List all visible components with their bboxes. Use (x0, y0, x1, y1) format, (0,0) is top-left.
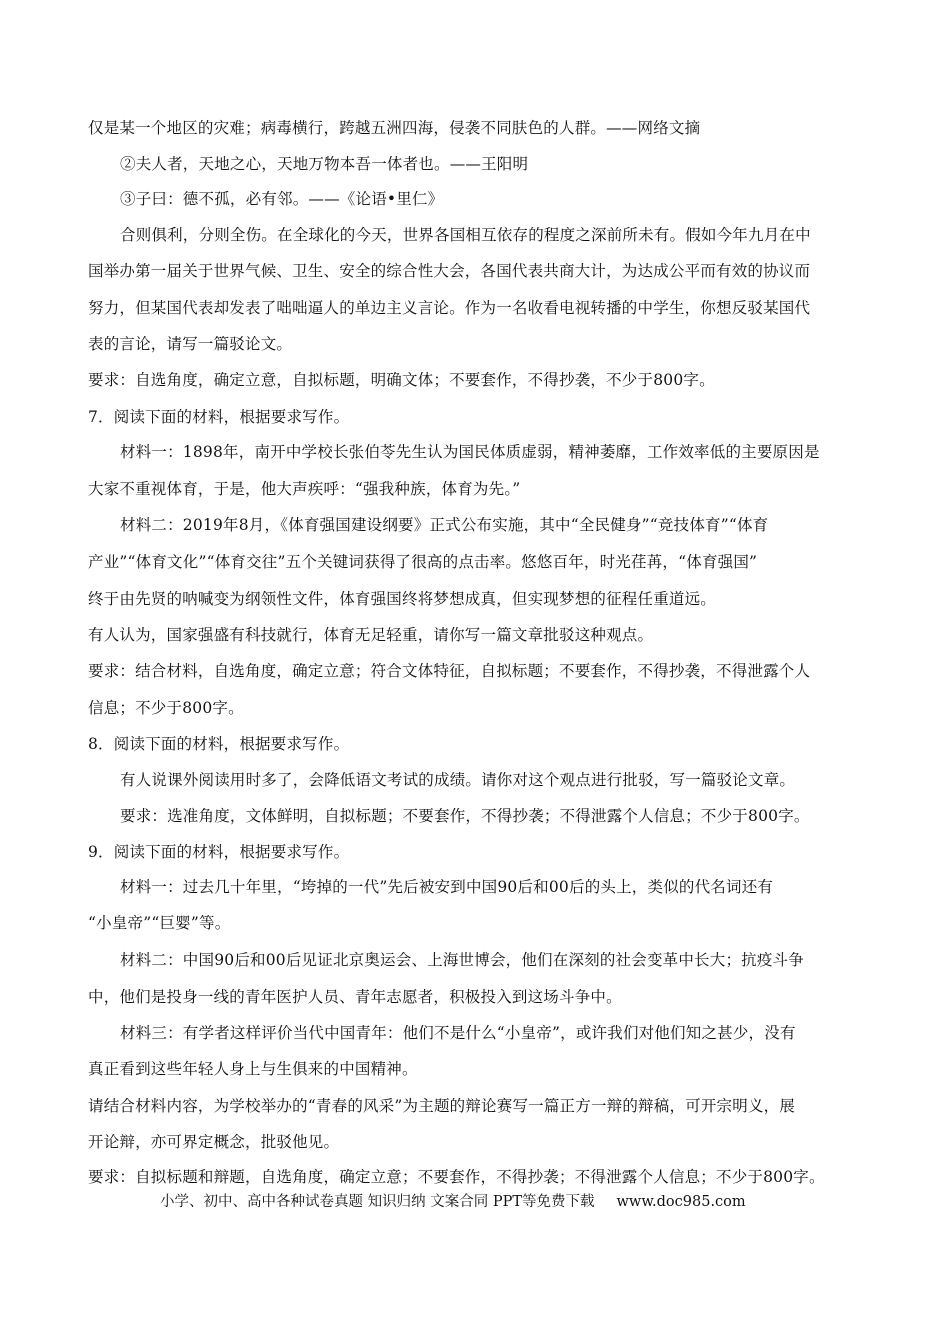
text-line: 表的言论，请写一篇驳论文。 (88, 335, 293, 353)
prompt-line: 开论辩，亦可界定概念，批驳他见。 (88, 1133, 340, 1151)
material-line: “小皇帝”“巨婴”等。 (88, 914, 231, 932)
requirement-line: 要求：自选角度，确定立意，自拟标题，明确文体；不要套作，不得抄袭，不少于800字。 (88, 371, 715, 389)
text-line: 合则俱利，分则全伤。在全球化的今天，世界各国相互依存的程度之深前所未有。假如今年九月在中 (120, 226, 811, 244)
prompt-line: 请结合材料内容，为学校举办的“青春的风采”为主题的辩论赛写一篇正方一辩的辩稿，可开宗明义，展 (88, 1097, 796, 1115)
material-line: 终于由先贤的呐喊变为纲领性文件，体育强国终将梦想成真，但实现梦想的征程任重道远。 (88, 590, 717, 608)
footer-text: 小学、初中、高中各种试卷真题 知识归纳 文案合同 PPT等免费下载 (160, 1194, 595, 1210)
text-line: 努力，但某国代表却发表了咄咄逼人的单边主义言论。作为一名收看电视转播的中学生，你想反驳某国代 (88, 299, 811, 317)
prompt-line: 有人说课外阅读用时多了，会降低语文考试的成绩。请你对这个观点进行批驳，写一篇驳论文章。 (120, 771, 796, 789)
quote-analects: ③子曰：德不孤，必有邻。——《论语•里仁》 (120, 190, 444, 208)
material-line: 真正看到这些年轻人身上与生俱来的中国精神。 (88, 1060, 418, 1078)
material-line: 大家不重视体育，于是，他大声疾呼：“强我种族，体育为先。” (88, 480, 521, 498)
material-line: 产业”“体育文化”“体育交往”五个关键词获得了很高的点击率。悠悠百年，时光荏苒，“体育强国” (88, 553, 758, 571)
material-line: 中，他们是投身一线的青年医护人员、青年志愿者，积极投入到这场斗争中。 (88, 988, 622, 1006)
footer-url-link[interactable]: www.doc985.com (616, 1194, 746, 1210)
prompt-line: 有人认为，国家强盛有科技就行，体育无足轻重，请你写一篇文章批驳这种观点。 (88, 626, 654, 644)
text-line: 国举办第一届关于世界气候、卫生、安全的综合性大会，各国代表共商大计，为达成公平而有效的协议而 (88, 262, 811, 280)
material-line: 材料一：1898年，南开中学校长张伯苓先生认为国民体质虚弱，精神萎靡，工作效率低的主要原因是 (120, 443, 820, 461)
requirement-line: 要求：结合材料，自选角度，确定立意；符合文体特征，自拟标题；不要套作，不得抄袭，不得泄露个人 (88, 662, 811, 680)
material-line: 材料二：中国90后和00后见证北京奥运会、上海世博会，他们在深刻的社会变革中长大；抗疫斗争 (120, 951, 804, 969)
question-7-heading: 7．阅读下面的材料，根据要求写作。 (88, 408, 350, 426)
question-8-heading: 8．阅读下面的材料，根据要求写作。 (88, 735, 350, 753)
text-line: 仅是某一个地区的灾难；病毒横行，跨越五洲四海，侵袭不同肤色的人群。——网络文摘 (88, 119, 701, 137)
page-footer (160, 1192, 746, 1212)
requirement-line: 要求：选准角度，文体鲜明，自拟标题；不要套作，不得抄袭；不得泄露个人信息；不少于800字。 (120, 807, 810, 825)
material-line: 材料二：2019年8月，《体育强国建设纲要》正式公布实施，其中“全民健身”“竞技体育”“体育 (120, 516, 769, 534)
material-line: 材料一：过去几十年里，“垮掉的一代”先后被安到中国90后和00后的头上，类似的代名词还有 (120, 878, 774, 896)
question-9-heading: 9．阅读下面的材料，根据要求写作。 (88, 843, 350, 861)
quote-wang-yangming: ②夫人者，天地之心，天地万物本吾一体者也。——王阳明 (120, 155, 529, 173)
requirement-line: 要求：自拟标题和辩题，自选角度，确定立意；不要套作，不得抄袭；不得泄露个人信息；不少于800字。 (88, 1168, 825, 1186)
requirement-line: 信息；不少于800字。 (88, 699, 244, 717)
material-line: 材料三：有学者这样评价当代中国青年：他们不是什么“小皇帝”，或许我们对他们知之甚少，没有 (120, 1024, 796, 1042)
